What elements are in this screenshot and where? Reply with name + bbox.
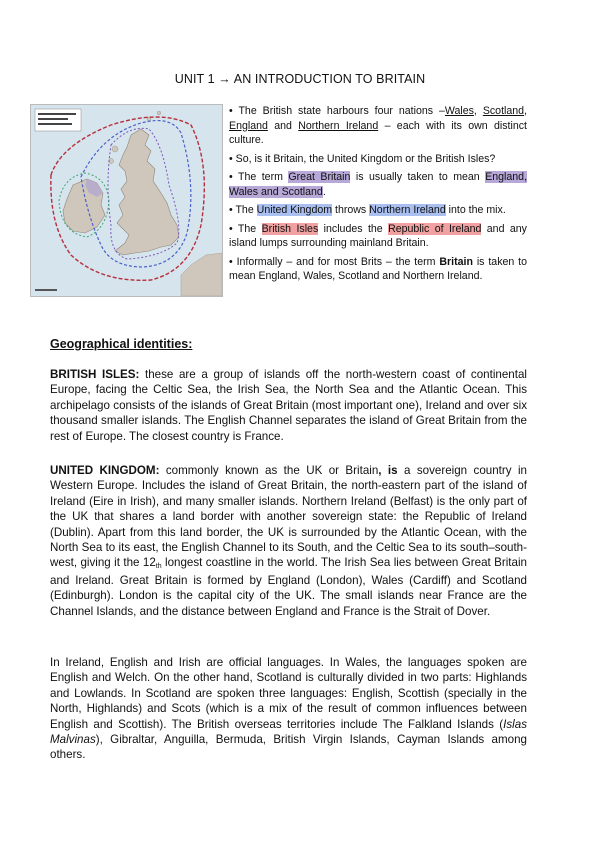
- text-segment: • The: [229, 204, 257, 216]
- text-segment: ), Gibraltar, Anguilla, Bermuda, British Virgin Islands, Cayman Islands among others.: [50, 733, 527, 762]
- bullet-item: [229, 152, 527, 167]
- text-segment: • Informally – and for most Brits – the term: [229, 255, 440, 268]
- text-segment: is usually taken to mean: [350, 171, 486, 183]
- text-segment: Islas Malvinas: [50, 717, 527, 747]
- text-segment: is taken to mean England, Wales, Scotland and Northern Ireland.: [229, 255, 527, 282]
- text-segment: – each with its own distinct culture.: [229, 119, 527, 146]
- text-segment: commonly known as the UK or Britain: [159, 464, 379, 477]
- text-segment: throws: [332, 204, 370, 216]
- bold-term: Britain: [439, 255, 473, 268]
- bullet-item: [229, 104, 527, 148]
- text-segment: includes the: [318, 222, 389, 235]
- paragraph-british-isles: [50, 367, 527, 444]
- text-segment: • So, is it Britain, the United Kingdom or the British Isles?: [229, 152, 496, 165]
- highlighted-term: England, Wales and Scotland: [229, 171, 528, 198]
- text-segment: into the mix.: [445, 204, 506, 216]
- text-segment: a sovereign country in Western Europe. Includes the island of Great Britain, the north-eastern part of the island of Ireland (Eire in Irish), and many smaller islands. Northern Ireland (Belfast) is the only part of the UK that shares a land border with another sovereign state: the Republic of Ireland (Dublin). Apart from this land border, the UK is surrounded by the Atlantic Ocean, with the North Sea to its east, the English Channel to its South, and the Celtic Sea to its south–south-west, giving it the 12: [50, 464, 527, 570]
- bullet-item: [229, 203, 527, 218]
- page-title: UNIT 1 → AN INTRODUCTION TO BRITAIN: [174, 72, 426, 86]
- text-segment: • The British state harbours four nations –: [229, 105, 445, 117]
- text-segment: Scotland: [482, 105, 525, 117]
- highlighted-term: Northern Ireland: [369, 204, 446, 216]
- bold-term: UNITED KINGDOM:: [50, 464, 160, 477]
- text-segment: England: [229, 119, 268, 132]
- text-segment: ,: [524, 105, 527, 117]
- bullet-item: [229, 222, 527, 251]
- text-segment: and any island lumps surrounding mainland Britain.: [229, 222, 527, 249]
- text-segment: Wales: [444, 105, 474, 117]
- highlighted-term: British Isles: [261, 222, 319, 235]
- bold-term: , is: [378, 464, 398, 477]
- text-segment: th: [155, 563, 162, 571]
- bullet-item: [229, 170, 527, 199]
- text-segment: • The: [229, 222, 262, 235]
- text-segment: Northern Ireland: [298, 119, 379, 132]
- highlighted-term: Great Britain: [288, 171, 351, 183]
- british-isles-map: [30, 104, 223, 297]
- intro-bullet-list: [229, 104, 527, 288]
- text-segment: In Ireland, English and Irish are official languages. In Wales, the languages spoken are English and Welch. On the other hand, Scotland is culturally divided in two parts: Highlands and Lowlands. In Scotland are spoken three languages: English, Scottish (specially in the North, Highlands) and Scots (which is a mix of the result of common influences between English and Scottish). The British overseas territories include The Falkland Islands (: [50, 656, 527, 731]
- british-isles-map-icon: [31, 105, 222, 296]
- bullet-item: [229, 255, 527, 284]
- text-segment: longest coastline in the world. The Irish Sea lies between Great Britain and Ireland. Great Britain is formed by England (London), Wales (Cardiff) and Scotland (Edinburgh). London is the capital city of the UK. The small islands near France are the Channel Islands, and the distance between England and France is the Strait of Dover.: [50, 556, 528, 618]
- text-segment: • The term: [229, 171, 289, 183]
- highlighted-term: Republic of Ireland: [388, 222, 482, 235]
- paragraph-languages: [50, 655, 527, 763]
- highlighted-term: United Kingdom: [256, 204, 333, 216]
- section-heading: Geographical identities:: [50, 337, 193, 351]
- paragraph-united-kingdom: [50, 463, 527, 619]
- text-segment: and: [267, 119, 299, 132]
- text-segment: ,: [473, 105, 483, 117]
- bold-term: BRITISH ISLES:: [50, 368, 140, 381]
- text-segment: these are a group of islands off the north-western coast of continental Europe, facing the Celtic Sea, the Irish Sea, the North Sea and the Atlantic Ocean. This archipelago consists of the islands of Great Britain (most important one), Ireland and over six thousand smaller islands. The English Channel separates the island of Great Britain from the rest of Europe. The closest country is France.: [50, 368, 527, 443]
- text-segment: .: [322, 185, 326, 198]
